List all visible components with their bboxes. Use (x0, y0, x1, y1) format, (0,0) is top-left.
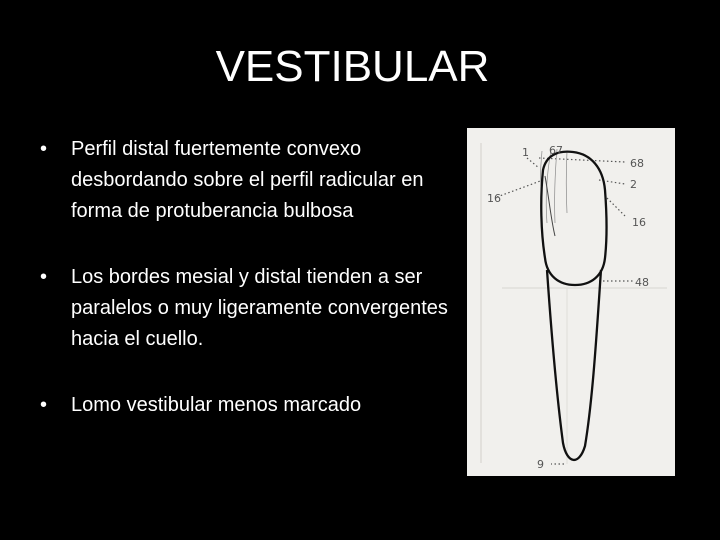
label-top-center: 67 (549, 144, 563, 157)
label-right-middle: 2 (630, 178, 637, 191)
label-right-upper: 68 (630, 157, 644, 170)
tooth-drawing (467, 128, 675, 476)
slide-title: VESTIBULAR (215, 42, 490, 91)
label-right-cervical: 48 (635, 276, 649, 289)
bullet-item (40, 390, 450, 421)
measurement-lines (497, 158, 633, 464)
label-top-left: 1 (522, 146, 529, 159)
root-outline (547, 270, 601, 460)
tooth-outline (541, 152, 606, 285)
bullet-item (40, 134, 450, 227)
bullet-marker: • (40, 138, 48, 160)
bullet-list (40, 134, 450, 421)
leader-line (527, 158, 539, 168)
crown-hatching (541, 149, 567, 223)
leader-line (497, 180, 543, 197)
bullet-text: Lomo vestibular menos marcado (71, 394, 362, 416)
bullet-text: Los bordes mesial y distal tienden a ser paralelos o muy ligeramente convergentes hacia el cuello. (71, 266, 448, 350)
leader-line (539, 158, 625, 162)
label-bottom: 9 (537, 458, 544, 471)
bullet-item (40, 262, 450, 355)
label-left-middle: 16 (487, 192, 501, 205)
bullet-marker: • (40, 266, 48, 288)
bullet-text: Perfil distal fuertemente convexo desbordando sobre el perfil radicular en forma de protuberancia bulbosa (71, 138, 424, 222)
leader-line (607, 198, 625, 216)
label-right-lower: 16 (632, 216, 646, 229)
tooth-diagram (467, 128, 675, 476)
bullet-marker: • (40, 394, 48, 416)
